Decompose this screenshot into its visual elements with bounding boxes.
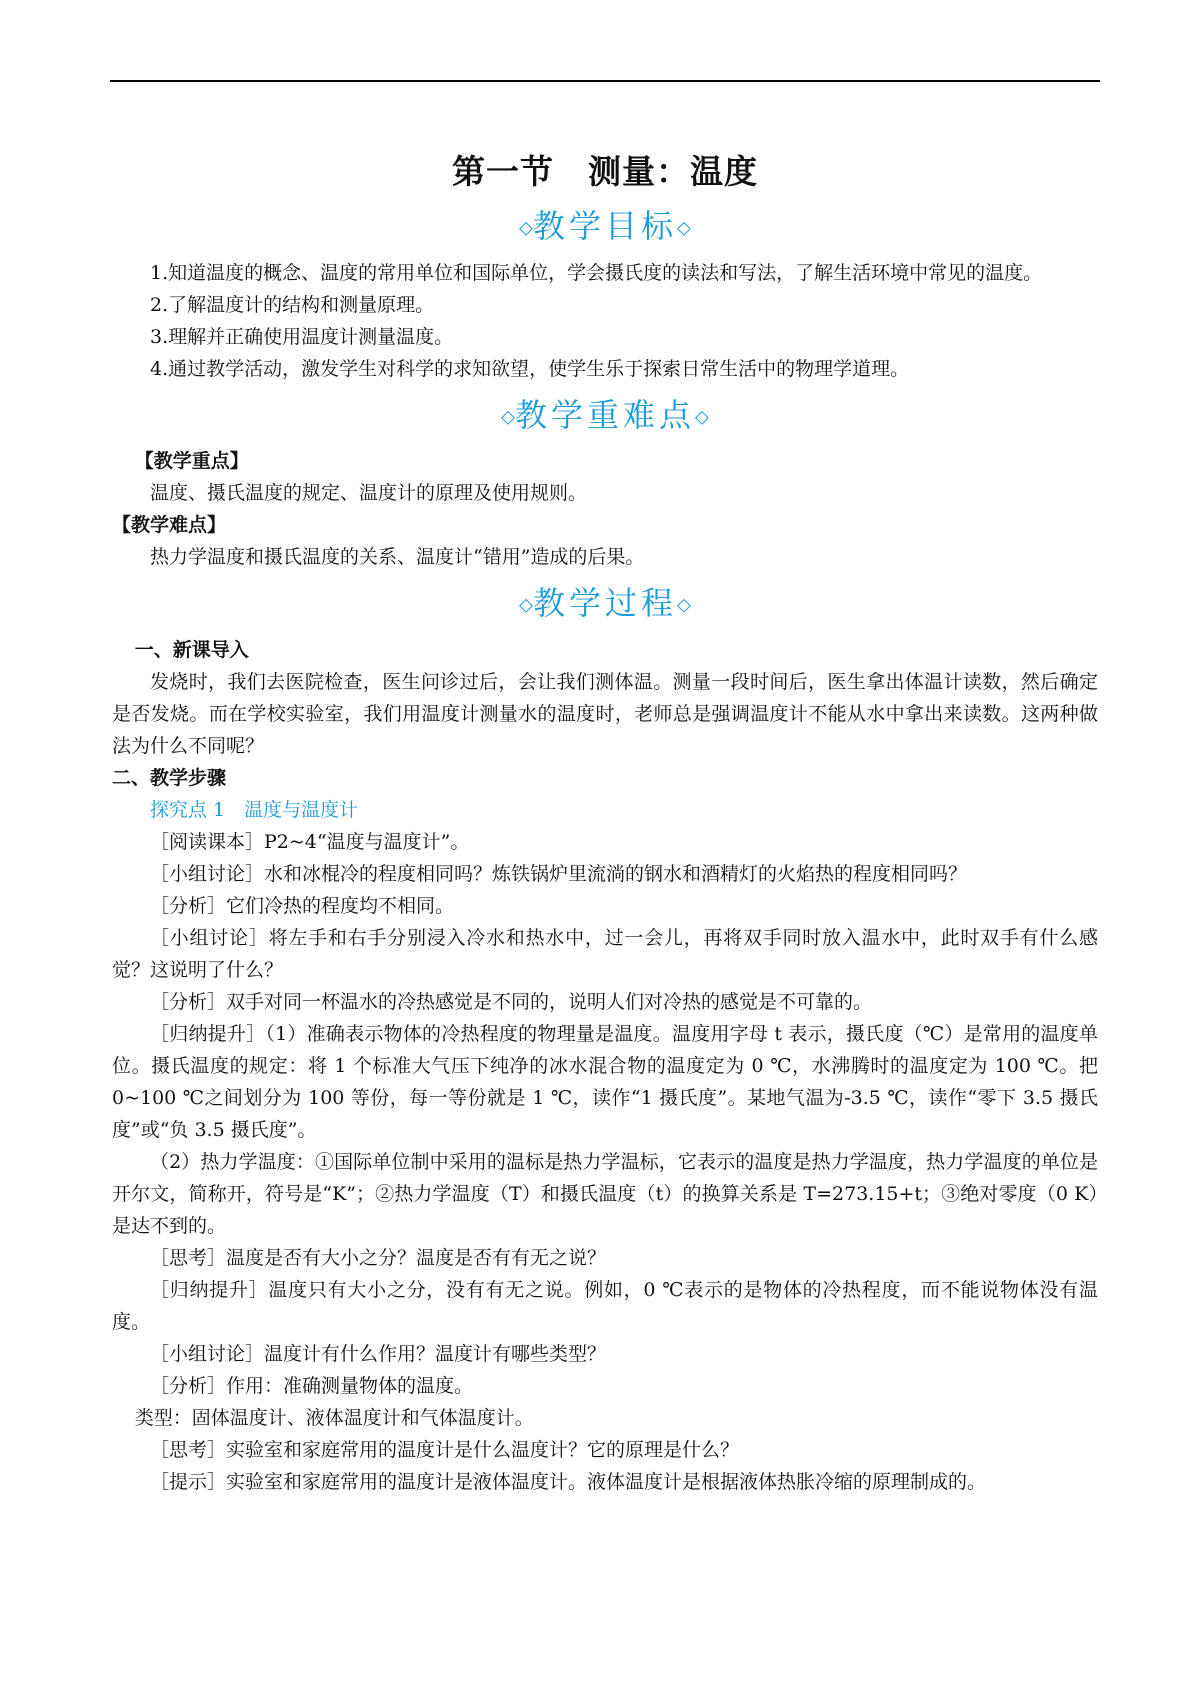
- step-text: 它们冷热的程度均不相同。: [226, 894, 455, 917]
- step-text: 温度是否有大小之分？温度是否有有无之说？: [226, 1246, 607, 1269]
- objective-item: 2.了解温度计的结构和测量原理。: [150, 293, 435, 316]
- difficulty-label: 【教学难点】: [112, 514, 227, 536]
- difficulty-text: 热力学温度和摄氏温度的关系、温度计“错用”造成的后果。: [150, 546, 645, 568]
- part2-heading: 二、教学步骤: [112, 766, 227, 789]
- step-label: ［归纳提升］: [150, 1278, 269, 1301]
- step-item: [112, 1434, 1098, 1466]
- diamond-icon: ◇: [695, 406, 709, 427]
- step-label: ［阅读课本］: [150, 830, 265, 853]
- focus-label: 【教学重点】: [134, 450, 249, 472]
- section-heading-objectives: [112, 202, 1098, 253]
- step-text: 双手对同一杯温水的冷热感觉是不同的，说明人们对冷热的感觉是不可靠的。: [226, 990, 873, 1013]
- step-text: 温度计有什么作用？温度计有哪些类型？: [264, 1342, 607, 1365]
- step-text: 水和冰棍冷的程度相同吗？炼铁锅炉里流淌的钢水和酒精灯的火焰热的程度相同吗？: [264, 862, 968, 885]
- objective-item: 3.理解并正确使用温度计测量温度。: [150, 325, 454, 348]
- diamond-icon: ◇: [501, 406, 515, 427]
- step-label: ［分析］: [150, 894, 227, 917]
- step-label: ［分析］: [150, 1374, 227, 1397]
- diamond-icon: ◇: [677, 594, 691, 616]
- thermodynamic-temperature-paragraph: （2）热力学温度：①国际单位制中采用的温标是热力学温标，它表示的温度是热力学温度，热力学温度的单位是开尔文，简称开，符号是“K”；②热力学温度（T）和摄氏温度（t）的换算关系是 T=273.15+t；③绝对零度（0 K）是达不到的。: [112, 1150, 1098, 1237]
- document-content: [112, 150, 1098, 1498]
- page-title: 第一节 测量：温度: [452, 152, 758, 191]
- step-item: [112, 1242, 1098, 1274]
- focus-text: 温度、摄氏温度的规定、温度计的原理及使用规则。: [150, 482, 588, 504]
- step-label: ［思考］: [150, 1438, 227, 1461]
- step-label: ［小组讨论］: [150, 926, 269, 949]
- section-heading-keypoints: [112, 391, 1098, 442]
- diamond-icon: ◇: [677, 217, 691, 239]
- section-heading-process: [112, 579, 1098, 630]
- step-item: [112, 1018, 1098, 1146]
- section-heading-text: 教学过程: [532, 584, 677, 622]
- step-label: ［分析］: [150, 990, 227, 1013]
- step-item: [112, 922, 1098, 986]
- section-heading-text: 教学目标: [532, 207, 677, 245]
- diamond-icon: ◇: [519, 217, 533, 239]
- step-text: 实验室和家庭常用的温度计是什么温度计？它的原理是什么？: [226, 1438, 740, 1461]
- step-label: ［提示］: [150, 1470, 227, 1493]
- diamond-icon: ◇: [519, 594, 533, 616]
- header-rule: [110, 80, 1100, 82]
- step-text: 作用：准确测量物体的温度。: [226, 1374, 474, 1397]
- step-text: 温度只有大小之分，没有有无之说。例如，0 ℃表示的是物体的冷热程度，而不能说物体没有温度。: [112, 1278, 1098, 1333]
- thermometer-types-line: 类型：固体温度计、液体温度计和气体温度计。: [134, 1406, 534, 1429]
- part1-text: 发烧时，我们去医院检查，医生问诊过后，会让我们测体温。测量一段时间后，医生拿出体温计读数，然后确定是否发烧。而在学校实验室，我们用温度计测量水的温度时，老师总是强调温度计不能从水中拿出来读数。这两种做法为什么不同呢？: [112, 670, 1098, 757]
- step-text: 将左手和右手分别浸入冷水和热水中，过一会儿，再将双手同时放入温水中，此时双手有什么感觉？这说明了什么？: [112, 926, 1098, 981]
- step-label: ［思考］: [150, 1246, 227, 1269]
- objective-item: 1.知道温度的概念、温度的常用单位和国际单位，学会摄氏度的读法和写法，了解生活环境中常见的温度。: [150, 261, 1043, 284]
- part1-heading: 一、新课导入: [134, 638, 249, 661]
- step-label: ［小组讨论］: [150, 862, 265, 885]
- step-item: [112, 986, 1098, 1018]
- step-text: 实验室和家庭常用的温度计是液体温度计。液体温度计是根据液体热胀冷缩的原理制成的。: [226, 1470, 987, 1493]
- step-item: [112, 890, 1098, 922]
- step-label: ［小组讨论］: [150, 1342, 265, 1365]
- step-item: [112, 1370, 1098, 1402]
- step-text: （1）准确表示物体的冷热程度的物理量是温度。温度用字母 t 表示，摄氏度（℃）是常用的温度单位。摄氏温度的规定：将 1 个标准大气压下纯净的冰水混合物的温度定为 0 ℃，水沸腾时的温度定为 100 ℃。把 0~100 ℃之间划分为 100 等份，每一等份就是 1 ℃，读作“1 摄氏度”。某地气温为-3.5 ℃，读作“零下 3.5 摄氏度”或“负 3.5 摄氏度”。: [112, 1022, 1098, 1141]
- step-text: P2~4“温度与温度计”。: [264, 830, 470, 853]
- step-item: [112, 826, 1098, 858]
- objective-item: 4.通过教学活动，激发学生对科学的求知欲望，使学生乐于探索日常生活中的物理学道理。: [150, 357, 910, 380]
- step-item: [112, 858, 1098, 890]
- step-item: [112, 1274, 1098, 1338]
- step-label: ［归纳提升］: [150, 1022, 266, 1045]
- explore-point-heading: 探究点 1 温度与温度计: [150, 798, 359, 821]
- section-heading-text: 教学重难点: [514, 395, 695, 434]
- step-item: [112, 1466, 1098, 1498]
- step-item: [112, 1338, 1098, 1370]
